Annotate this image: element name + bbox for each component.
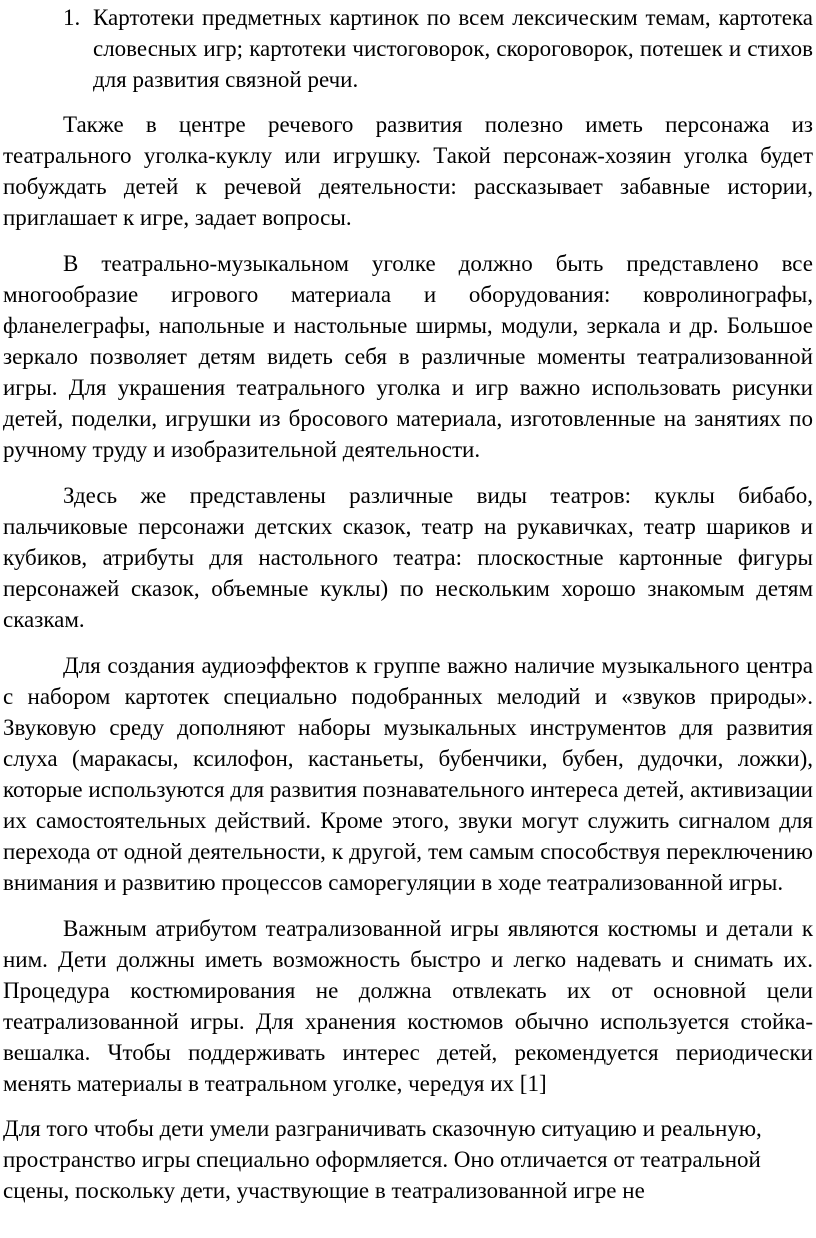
- paragraph-play-space: Для того чтобы дети умели разграничивать сказочную ситуацию и реальную, пространство игры специально оформляется. Оно отличается от театральной сцены, поскольку дети, участвующие в театрализованной игре не: [3, 1116, 762, 1203]
- list-item-number: 1.: [63, 5, 81, 30]
- numbered-list: [3, 2, 813, 95]
- list-item-text: Картотеки предметных картинок по всем лексическим темам, картотека словесных игр; картотеки чистоговорок, скороговорок, потешек и стихов для развития связной речи.: [93, 5, 813, 92]
- paragraph-costumes: Важным атрибутом театрализованной игры являются костюмы и детали к ним. Дети должны иметь возможность быстро и легко надевать и снимать их. Процедура костюмирования не должна отвлекать их от основной цели театрализованной игры. Для хранения костюмов обычно используется стойка-вешалка. Чтобы поддерживать интерес детей, рекомендуется периодически менять материалы в театральном уголке, чередуя их [1]: [3, 916, 813, 1096]
- list-item: [3, 2, 813, 95]
- paragraph-theatre-music-corner: В театрально-музыкальном уголке должно быть представлено все многообразие игрового материала и оборудования: ковролинографы, фланелеграфы, напольные и настольные ширмы, модули, зеркала и др. Большое зеркало позволяет детям видеть себя в различные моменты театрализованной игры. Для украшения театрального уголка и игр важно использовать рисунки детей, поделки, игрушки из бросового материала, изготовленные на занятиях по ручному труду и изобразительной деятельности.: [3, 251, 813, 462]
- paragraph-theatre-types: Здесь же представлены различные виды театров: куклы бибабо, пальчиковые персонажи детских сказок, театр на рукавичках, театр шариков и кубиков, атрибуты для настольного театра: плоскостные картонные фигуры персонажей сказок, объемные куклы) по нескольким хорошо знакомым детям сказкам.: [3, 483, 813, 632]
- paragraph-speech-character: Также в центре речевого развития полезно иметь персонажа из театрального уголка-куклу или игрушку. Такой персонаж-хозяин уголка будет побуждать детей к речевой деятельности: рассказывает забавные истории, приглашает к игре, задает вопросы.: [3, 112, 813, 230]
- document-page: [3, 0, 813, 1206]
- paragraph-audio-effects: Для создания аудиоэффектов к группе важно наличие музыкального центра с набором картотек специально подобранных мелодий и «звуков природы». Звуковую среду дополняют наборы музыкальных инструментов для развития слуха (маракасы, ксилофон, кастаньеты, бубенчики, бубен, дудочки, ложки), которые используются для развития познавательного интереса детей, активизации их самостоятельных действий. Кроме этого, звуки могут служить сигналом для перехода от одной деятельности, к другой, тем самым способствуя переключению внимания и развитию процессов саморегуляции в ходе театрализованной игры.: [3, 653, 813, 895]
